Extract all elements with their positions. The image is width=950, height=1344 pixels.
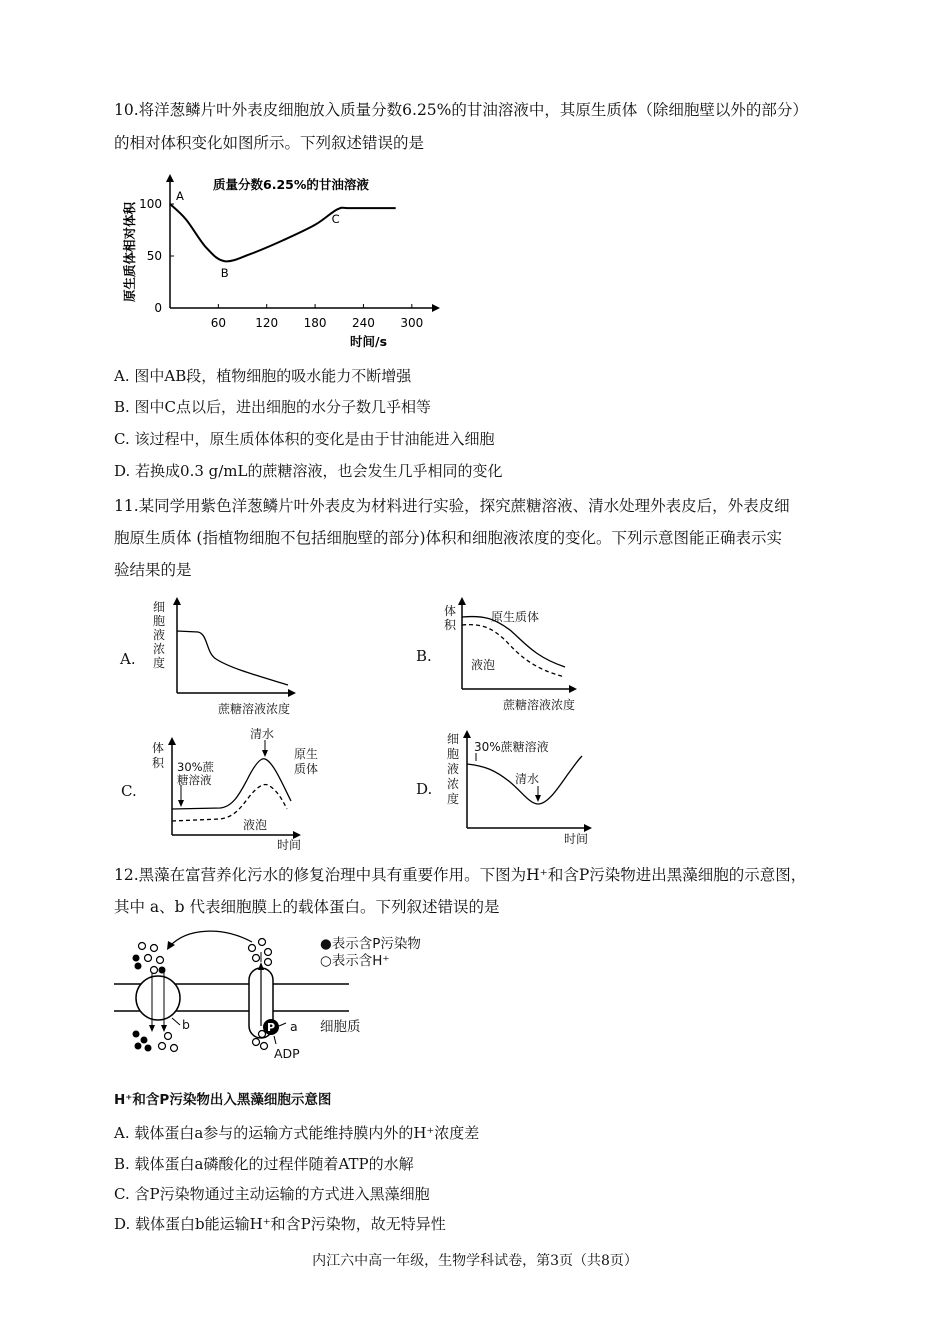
q12-legend-filled: ●表示含P污染物 <box>320 936 421 952</box>
q11-graph-c-ylabel: 体 积 <box>152 741 165 770</box>
x-tick-label: 240 <box>352 316 375 330</box>
q11-stem-line1: 11.某同学用紫色洋葱鳞片叶外表皮为材料进行实验，探究蔗糖溶液、清水处理外表皮后，外表皮细 <box>114 497 790 515</box>
q11-graph-c-water: 清水 <box>250 727 275 741</box>
y-tick-label: 50 <box>146 249 162 263</box>
point-label-a: A <box>176 189 184 203</box>
q10-option-a: A. 图中AB段，植物细胞的吸水能力不断增强 <box>114 367 412 385</box>
phosphate-label: P <box>267 1021 276 1034</box>
q11-graph-a-ylabel: 细 胞 液 浓 度 <box>152 600 165 670</box>
point-label-c: C <box>331 212 340 227</box>
x-tick-label: 180 <box>303 316 327 330</box>
q12-option-b: B. 载体蛋白a磷酸化的过程伴随着ATP的水解 <box>114 1155 414 1173</box>
q11-graph-b-curve1-label: 原生质体 <box>491 610 540 624</box>
q11-graph-b-ylabel: 体 积 <box>444 604 457 632</box>
q11-graph-d-ylabel: 细 胞 液 浓 度 <box>447 732 460 806</box>
x-tick-label: 300 <box>400 316 424 330</box>
q12-label-b: b <box>182 1017 190 1032</box>
carrier-protein-b <box>136 976 180 1020</box>
q11-graph-d-solution: 30%蔗糖溶液 <box>474 740 549 754</box>
q11-graph-b-curve2-label: 液泡 <box>471 658 496 672</box>
q10-option-b: B. 图中C点以后，进出细胞的水分子数几乎相等 <box>114 398 432 416</box>
q11-stem-line2: 胞原生质体 (指植物细胞不包括细胞壁的部分)体积和细胞液浓度的变化。下列示意图能正确表示实 <box>114 529 783 547</box>
y-axis-arrow <box>166 174 174 182</box>
chart-ylabel: 原生质体相对体积 <box>122 201 137 302</box>
q12-membrane-diagram <box>112 930 352 1065</box>
x-axis-arrow <box>432 304 440 312</box>
q11-stem-line3: 验结果的是 <box>114 561 192 579</box>
q11-graph-c-solution-2: 糖溶液 <box>177 773 212 787</box>
q11-graph-c-curve1-label-1: 原生 <box>294 747 319 761</box>
x-tick-label: 60 <box>210 316 227 330</box>
q11-graph-c-curve2-label: 液泡 <box>243 818 268 832</box>
q12-label-a: a <box>290 1019 298 1034</box>
q12-option-c: C. 含P污染物通过主动运输的方式进入黑藻细胞 <box>114 1185 430 1203</box>
q10-chart <box>118 170 448 355</box>
q12-legend-open: ○表示含H⁺ <box>320 953 390 969</box>
q12-stem-line1: 12.黑藻在富营养化污水的修复治理中具有重要作用。下图为H⁺和含P污染物进出黑藻细胞的示意图， <box>114 866 807 884</box>
q11-graph-a <box>170 595 300 700</box>
point-label-b: B <box>220 266 229 281</box>
graph-c-vacuole-curve <box>172 785 287 822</box>
q11-graph-c-xlabel: 时间 <box>277 838 302 852</box>
q11-graph-c-curve1-label-2: 质体 <box>294 762 319 776</box>
q11-graph-c-solution-1: 30%蔗 <box>177 760 215 774</box>
graph-a-curve <box>177 631 288 685</box>
q12-option-d: D. 载体蛋白b能运输H⁺和含P污染物，故无特异性 <box>114 1215 446 1233</box>
y-tick-label: 100 <box>139 197 162 211</box>
y-tick-label: 0 <box>154 301 162 315</box>
h-return-arrow <box>170 931 252 946</box>
q12-diagram-caption: H⁺和含P污染物出入黑藻细胞示意图 <box>114 1092 332 1108</box>
q10-stem-line1: 10.将洋葱鳞片叶外表皮细胞放入质量分数6.25%的甘油溶液中，其原生质体（除细胞壁以外的部分） <box>114 101 808 119</box>
q11-graph-d-letter: D. <box>416 780 433 798</box>
chart-title: 质量分数6.25%的甘油溶液 <box>213 177 369 192</box>
q12-label-cytoplasm: 细胞质 <box>320 1019 361 1035</box>
q11-graph-d-water: 清水 <box>515 772 540 786</box>
q10-option-c: C. 该过程中，原生质体体积的变化是由于甘油能进入细胞 <box>114 430 495 448</box>
series-line <box>170 204 396 261</box>
x-tick-label: 120 <box>255 316 279 330</box>
q10-option-d: D. 若换成0.3 g/mL的蔗糖溶液，也会发生几乎相同的变化 <box>114 462 503 480</box>
q11-graph-b-xlabel: 蔗糖溶液浓度 <box>503 698 576 712</box>
q11-graph-c-letter: C. <box>121 782 137 800</box>
chart-xlabel: 时间/s <box>350 334 388 349</box>
q11-graph-d-xlabel: 时间 <box>564 832 589 846</box>
q12-stem-line2: 其中 a、b 代表细胞膜上的载体蛋白。下列叙述错误的是 <box>114 898 500 916</box>
q11-graph-a-xlabel: 蔗糖溶液浓度 <box>218 702 291 716</box>
q11-graph-b-letter: B. <box>416 647 432 665</box>
q12-option-a: A. 载体蛋白a参与的运输方式能维持膜内外的H⁺浓度差 <box>114 1124 480 1142</box>
q11-graph-a-letter: A. <box>120 650 136 668</box>
q12-label-adp: ADP <box>274 1046 300 1061</box>
q10-stem-line2: 的相对体积变化如图所示。下列叙述错误的是 <box>114 134 425 152</box>
page-footer: 内江六中高一年级，生物学科试卷，第3页（共8页） <box>312 1253 638 1269</box>
